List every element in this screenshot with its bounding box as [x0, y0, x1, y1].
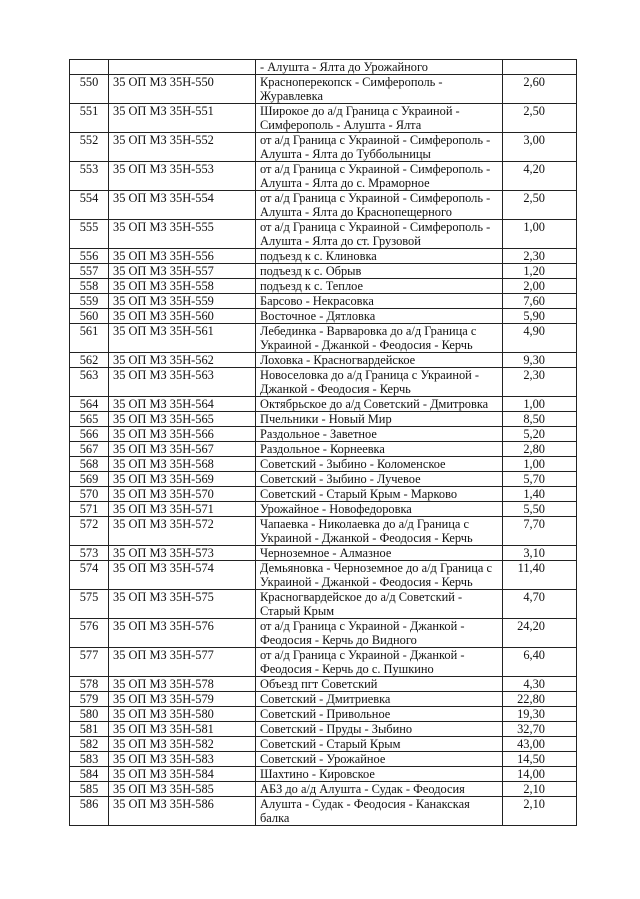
- cell-code: 35 ОП МЗ 35Н-560: [109, 309, 256, 324]
- cell-code: 35 ОП МЗ 35Н-581: [109, 722, 256, 737]
- cell-length: 1,00: [503, 457, 577, 472]
- cell-length: 2,80: [503, 442, 577, 457]
- cell-num: 570: [70, 487, 109, 502]
- cell-name: Советский - Пруды - Зыбино: [256, 722, 503, 737]
- cell-name: Советский - Дмитриевка: [256, 692, 503, 707]
- cell-num: 558: [70, 279, 109, 294]
- cell-name: Чапаевка - Николаевка до а/д Граница с Украиной - Джанкой - Феодосия - Керчь: [256, 517, 503, 546]
- cell-code: 35 ОП МЗ 35Н-555: [109, 220, 256, 249]
- cell-num: 555: [70, 220, 109, 249]
- cell-num: 580: [70, 707, 109, 722]
- cell-num: 562: [70, 353, 109, 368]
- cell-length: 2,50: [503, 191, 577, 220]
- cell-name: Октябрьское до а/д Советский - Дмитровка: [256, 397, 503, 412]
- cell-name: Советский - Старый Крым - Марково: [256, 487, 503, 502]
- table-row: [70, 561, 577, 590]
- cell-name: Советский - Зыбино - Лучевое: [256, 472, 503, 487]
- table-row: [70, 590, 577, 619]
- cell-length: 5,50: [503, 502, 577, 517]
- cell-num: 550: [70, 75, 109, 104]
- cell-name: от а/д Граница с Украиной - Симферополь - Алушта - Ялта до Тубболыницы: [256, 133, 503, 162]
- table-row: [70, 546, 577, 561]
- cell-code: 35 ОП МЗ 35Н-578: [109, 677, 256, 692]
- cell-num: [70, 60, 109, 75]
- cell-length: 14,50: [503, 752, 577, 767]
- cell-length: 7,70: [503, 517, 577, 546]
- table-row: [70, 767, 577, 782]
- cell-num: 578: [70, 677, 109, 692]
- cell-name: Советский - Зыбино - Коломенское: [256, 457, 503, 472]
- table-row: [70, 722, 577, 737]
- cell-name: Урожайное - Новофедоровка: [256, 502, 503, 517]
- cell-num: 567: [70, 442, 109, 457]
- cell-length: 5,20: [503, 427, 577, 442]
- cell-num: 577: [70, 648, 109, 677]
- cell-code: 35 ОП МЗ 35Н-585: [109, 782, 256, 797]
- table-row: [70, 191, 577, 220]
- cell-num: 568: [70, 457, 109, 472]
- cell-length: 32,70: [503, 722, 577, 737]
- table-row: [70, 412, 577, 427]
- cell-name: Демьяновка - Черноземное до а/д Граница с Украиной - Джанкой - Феодосия - Керчь: [256, 561, 503, 590]
- cell-length: [503, 60, 577, 75]
- cell-code: 35 ОП МЗ 35Н-567: [109, 442, 256, 457]
- cell-code: 35 ОП МЗ 35Н-569: [109, 472, 256, 487]
- table-row: [70, 457, 577, 472]
- cell-length: 3,00: [503, 133, 577, 162]
- cell-code: 35 ОП МЗ 35Н-552: [109, 133, 256, 162]
- cell-num: 561: [70, 324, 109, 353]
- cell-code: 35 ОП МЗ 35Н-583: [109, 752, 256, 767]
- roads-table-body: [70, 60, 577, 826]
- cell-code: 35 ОП МЗ 35Н-582: [109, 737, 256, 752]
- cell-length: 14,00: [503, 767, 577, 782]
- cell-length: 1,00: [503, 220, 577, 249]
- cell-num: 552: [70, 133, 109, 162]
- cell-length: 24,20: [503, 619, 577, 648]
- cell-num: 566: [70, 427, 109, 442]
- cell-length: 2,30: [503, 368, 577, 397]
- cell-name: Раздольное - Корнеевка: [256, 442, 503, 457]
- table-row: [70, 737, 577, 752]
- cell-code: 35 ОП МЗ 35Н-566: [109, 427, 256, 442]
- cell-name: Алушта - Судак - Феодосия - Канакская балка: [256, 797, 503, 826]
- cell-num: 575: [70, 590, 109, 619]
- cell-length: 2,60: [503, 75, 577, 104]
- cell-name: Советский - Старый Крым: [256, 737, 503, 752]
- table-row-continued: [70, 60, 577, 75]
- cell-num: 553: [70, 162, 109, 191]
- cell-code: 35 ОП МЗ 35Н-563: [109, 368, 256, 397]
- table-row: [70, 487, 577, 502]
- cell-num: 554: [70, 191, 109, 220]
- cell-length: 1,40: [503, 487, 577, 502]
- table-row: [70, 707, 577, 722]
- table-row: [70, 368, 577, 397]
- cell-num: 574: [70, 561, 109, 590]
- cell-name: Красногвардейское до а/д Советский - Старый Крым: [256, 590, 503, 619]
- cell-name: от а/д Граница с Украиной - Симферополь - Алушта - Ялта до ст. Грузовой: [256, 220, 503, 249]
- cell-num: 584: [70, 767, 109, 782]
- cell-num: 583: [70, 752, 109, 767]
- cell-num: 585: [70, 782, 109, 797]
- table-row: [70, 309, 577, 324]
- cell-name: Черноземное - Алмазное: [256, 546, 503, 561]
- table-row: [70, 752, 577, 767]
- cell-name: подъезд к с. Обрыв: [256, 264, 503, 279]
- table-row: [70, 104, 577, 133]
- table-row: [70, 264, 577, 279]
- cell-length: 1,00: [503, 397, 577, 412]
- roads-table: [69, 59, 577, 826]
- cell-name: подъезд к с. Клиновка: [256, 249, 503, 264]
- cell-name: Новоселовка до а/д Граница с Украиной - Джанкой - Феодосия - Керчь: [256, 368, 503, 397]
- table-row: [70, 677, 577, 692]
- cell-name: от а/д Граница с Украиной - Симферополь - Алушта - Ялта до с. Мраморное: [256, 162, 503, 191]
- table-row: [70, 279, 577, 294]
- cell-code: 35 ОП МЗ 35Н-575: [109, 590, 256, 619]
- table-row: [70, 442, 577, 457]
- cell-name: от а/д Граница с Украиной - Джанкой - Феодосия - Керчь до с. Пушкино: [256, 648, 503, 677]
- cell-code: 35 ОП МЗ 35Н-557: [109, 264, 256, 279]
- cell-name: Советский - Урожайное: [256, 752, 503, 767]
- table-row: [70, 75, 577, 104]
- cell-length: 4,30: [503, 677, 577, 692]
- table-row: [70, 782, 577, 797]
- cell-length: 5,70: [503, 472, 577, 487]
- table-row: [70, 133, 577, 162]
- cell-name: Шахтино - Кировское: [256, 767, 503, 782]
- table-row: [70, 397, 577, 412]
- cell-name: Красноперекопск - Симферополь - Журавлевка: [256, 75, 503, 104]
- table-row: [70, 517, 577, 546]
- cell-code: 35 ОП МЗ 35Н-572: [109, 517, 256, 546]
- table-row: [70, 502, 577, 517]
- cell-code: 35 ОП МЗ 35Н-565: [109, 412, 256, 427]
- cell-name: Широкое до а/д Граница с Украиной - Симферополь - Алушта - Ялта: [256, 104, 503, 133]
- cell-code: 35 ОП МЗ 35Н-584: [109, 767, 256, 782]
- cell-length: 5,90: [503, 309, 577, 324]
- cell-name: Объезд пгт Советский: [256, 677, 503, 692]
- cell-length: 4,90: [503, 324, 577, 353]
- cell-length: 22,80: [503, 692, 577, 707]
- cell-name: от а/д Граница с Украиной - Джанкой - Феодосия - Керчь до Видного: [256, 619, 503, 648]
- cell-num: 557: [70, 264, 109, 279]
- cell-num: 560: [70, 309, 109, 324]
- cell-code: 35 ОП МЗ 35Н-570: [109, 487, 256, 502]
- table-row: [70, 797, 577, 826]
- cell-length: 2,30: [503, 249, 577, 264]
- cell-code: 35 ОП МЗ 35Н-556: [109, 249, 256, 264]
- cell-length: 3,10: [503, 546, 577, 561]
- cell-code: 35 ОП МЗ 35Н-577: [109, 648, 256, 677]
- cell-num: 571: [70, 502, 109, 517]
- cell-num: 564: [70, 397, 109, 412]
- cell-name: Советский - Привольное: [256, 707, 503, 722]
- table-row: [70, 220, 577, 249]
- cell-name: Раздольное - Заветное: [256, 427, 503, 442]
- cell-length: 2,10: [503, 782, 577, 797]
- cell-name: Лебединка - Варваровка до а/д Граница с Украиной - Джанкой - Феодосия - Керчь: [256, 324, 503, 353]
- cell-length: 1,20: [503, 264, 577, 279]
- cell-name: Восточное - Дятловка: [256, 309, 503, 324]
- cell-code: 35 ОП МЗ 35Н-573: [109, 546, 256, 561]
- cell-code: 35 ОП МЗ 35Н-580: [109, 707, 256, 722]
- cell-num: 581: [70, 722, 109, 737]
- cell-code: 35 ОП МЗ 35Н-554: [109, 191, 256, 220]
- cell-name: - Алушта - Ялта до Урожайного: [256, 60, 503, 75]
- table-row: [70, 692, 577, 707]
- cell-length: 2,00: [503, 279, 577, 294]
- cell-num: 573: [70, 546, 109, 561]
- table-row: [70, 427, 577, 442]
- cell-length: 19,30: [503, 707, 577, 722]
- cell-num: 572: [70, 517, 109, 546]
- cell-name: Пчельники - Новый Мир: [256, 412, 503, 427]
- cell-length: 11,40: [503, 561, 577, 590]
- cell-code: 35 ОП МЗ 35Н-551: [109, 104, 256, 133]
- cell-num: 569: [70, 472, 109, 487]
- cell-length: 9,30: [503, 353, 577, 368]
- cell-length: 2,10: [503, 797, 577, 826]
- table-row: [70, 353, 577, 368]
- cell-length: 7,60: [503, 294, 577, 309]
- cell-num: 582: [70, 737, 109, 752]
- cell-code: 35 ОП МЗ 35Н-586: [109, 797, 256, 826]
- cell-code: 35 ОП МЗ 35Н-568: [109, 457, 256, 472]
- cell-num: 559: [70, 294, 109, 309]
- cell-num: 551: [70, 104, 109, 133]
- table-row: [70, 472, 577, 487]
- cell-code: 35 ОП МЗ 35Н-550: [109, 75, 256, 104]
- cell-code: 35 ОП МЗ 35Н-576: [109, 619, 256, 648]
- cell-num: 576: [70, 619, 109, 648]
- cell-code: 35 ОП МЗ 35Н-553: [109, 162, 256, 191]
- cell-code: 35 ОП МЗ 35Н-579: [109, 692, 256, 707]
- cell-num: 586: [70, 797, 109, 826]
- cell-length: 4,20: [503, 162, 577, 191]
- cell-code: 35 ОП МЗ 35Н-559: [109, 294, 256, 309]
- cell-num: 565: [70, 412, 109, 427]
- cell-name: от а/д Граница с Украиной - Симферополь - Алушта - Ялта до Краснопещерного: [256, 191, 503, 220]
- cell-name: Лоховка - Красногвардейское: [256, 353, 503, 368]
- cell-length: 2,50: [503, 104, 577, 133]
- cell-length: 43,00: [503, 737, 577, 752]
- table-row: [70, 619, 577, 648]
- table-row: [70, 162, 577, 191]
- table-row: [70, 249, 577, 264]
- cell-length: 4,70: [503, 590, 577, 619]
- table-row: [70, 324, 577, 353]
- cell-length: 6,40: [503, 648, 577, 677]
- table-row: [70, 294, 577, 309]
- cell-name: подъезд к с. Теплое: [256, 279, 503, 294]
- cell-code: [109, 60, 256, 75]
- table-row: [70, 648, 577, 677]
- cell-name: Барсово - Некрасовка: [256, 294, 503, 309]
- cell-code: 35 ОП МЗ 35Н-561: [109, 324, 256, 353]
- cell-code: 35 ОП МЗ 35Н-571: [109, 502, 256, 517]
- cell-name: АБЗ до а/д Алушта - Судак - Феодосия: [256, 782, 503, 797]
- cell-code: 35 ОП МЗ 35Н-562: [109, 353, 256, 368]
- cell-num: 556: [70, 249, 109, 264]
- cell-length: 8,50: [503, 412, 577, 427]
- cell-code: 35 ОП МЗ 35Н-564: [109, 397, 256, 412]
- cell-code: 35 ОП МЗ 35Н-558: [109, 279, 256, 294]
- cell-code: 35 ОП МЗ 35Н-574: [109, 561, 256, 590]
- cell-num: 563: [70, 368, 109, 397]
- cell-num: 579: [70, 692, 109, 707]
